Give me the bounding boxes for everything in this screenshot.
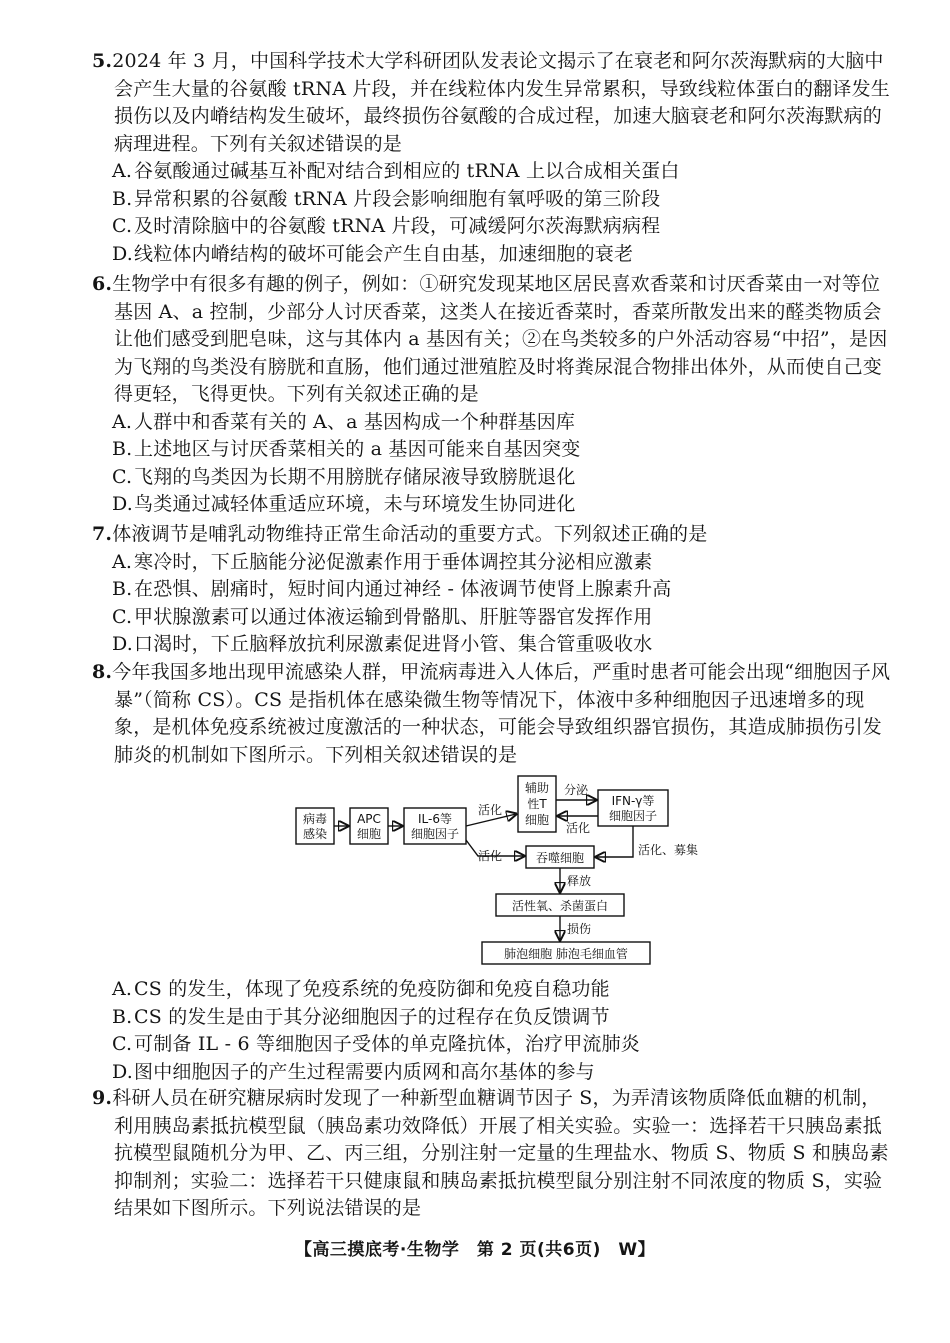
option-text: CS 的发生，体现了免疫系统的免疫防御和免疫自稳功能 xyxy=(134,978,610,1000)
option-text: 飞翔的鸟类因为长期不用膀胱存储尿液导致膀胱退化 xyxy=(134,465,576,488)
option-label: A. xyxy=(112,160,133,182)
option-label: D. xyxy=(112,242,133,265)
option-label: C. xyxy=(112,215,133,237)
question-8 xyxy=(92,659,892,769)
helper-t-label-3: 细胞 xyxy=(524,813,550,827)
option-c[interactable] xyxy=(92,464,892,492)
il6-label-2: 细胞因子 xyxy=(410,827,460,841)
activate-label-1: 活化 xyxy=(477,803,503,817)
question-number: 5. xyxy=(92,50,113,72)
lung-label: 肺泡细胞 肺泡毛细血管 xyxy=(504,947,628,961)
question-stem-text: 科研人员在研究糖尿病时发现了一种新型血糖调节因子 S，为弄清该物质降低血糖的机制，利用胰岛素抵抗模型鼠（胰岛素功效降低）开展了相关实验。实验一：选择若干只胰岛素抵抗模型鼠随机分为甲、乙、丙三组，分别注射一定量的生理盐水、物质 S、物质 S 和胰岛素抑制剂；实验二：选择若干只健康鼠和胰岛素抵抗模型鼠分别注射不同浓度的物质 S，实验结果如下图所示。下列说法错误的是 xyxy=(112,1087,889,1219)
option-d[interactable] xyxy=(92,241,892,269)
helper-t-label-2: 性T xyxy=(527,797,547,811)
option-text: 上述地区与讨厌香菜相关的 a 基因可能来自基因突变 xyxy=(134,438,581,460)
activate-recruit-label: 活化、募集 xyxy=(638,843,699,857)
ifn-label-2: 细胞因子 xyxy=(608,809,658,823)
option-label: D. xyxy=(112,1060,133,1083)
option-text: 异常积累的谷氨酸 tRNA 片段会影响细胞有氧呼吸的第三阶段 xyxy=(134,187,661,210)
option-label: C. xyxy=(112,1033,133,1055)
arrow-ifn-phagocyte xyxy=(596,826,633,857)
page-footer: 【高三摸底考·生物学 第 2 页(共6页) W】 xyxy=(294,1240,656,1260)
question-5-stem xyxy=(92,48,892,158)
question-stem-text: 今年我国多地出现甲流感染人群，甲流病毒进入人体后，严重时患者可能会出现“细胞因子风暴”（简称 CS）。CS 是指机体在感染微生物等情况下，体液中多种细胞因子迅速增多的现象，是机体免疫系统被过度激活的一种状态，可能会导致组织器官损伤，其造成肺损伤引发肺炎的机制如下图所示。下列相关叙述错误的是 xyxy=(112,661,891,766)
option-b[interactable] xyxy=(92,436,892,464)
option-text: 图中细胞因子的产生过程需要内质网和高尔基体的参与 xyxy=(134,1060,595,1083)
apc-label-2: 细胞 xyxy=(356,827,382,841)
activate-label-3: 活化 xyxy=(477,849,503,863)
activate-label-2: 活化 xyxy=(565,821,591,835)
option-text: 线粒体内嵴结构的破坏可能会产生自由基，加速细胞的衰老 xyxy=(134,242,634,265)
option-c[interactable] xyxy=(92,213,892,241)
option-d[interactable] xyxy=(92,491,892,519)
option-label: A. xyxy=(112,978,133,1000)
virus-label-2: 感染 xyxy=(302,827,328,841)
option-c[interactable] xyxy=(92,1031,892,1059)
question-number: 9. xyxy=(92,1087,113,1109)
option-label: B. xyxy=(112,438,133,460)
option-label: D. xyxy=(112,633,133,655)
release-label: 释放 xyxy=(567,874,592,888)
apc-label-1: APC xyxy=(357,812,381,826)
option-label: D. xyxy=(112,493,133,515)
option-a[interactable] xyxy=(92,158,892,186)
option-text: 寒冷时，下丘脑能分泌促激素作用于垂体调控其分泌相应激素 xyxy=(134,550,653,573)
question-9 xyxy=(92,1085,892,1223)
option-c[interactable] xyxy=(92,604,892,632)
cytokine-storm-diagram xyxy=(290,770,700,970)
option-label: A. xyxy=(112,550,133,573)
option-d[interactable] xyxy=(92,631,892,659)
option-text: 甲状腺激素可以通过体液运输到骨骼肌、肝脏等器官发挥作用 xyxy=(134,605,653,628)
option-a[interactable] xyxy=(92,549,892,577)
option-text: 人群中和香菜有关的 A、a 基因构成一个种群基因库 xyxy=(134,410,576,433)
question-number: 7. xyxy=(92,523,113,545)
question-7 xyxy=(92,521,892,659)
secrete-label: 分泌 xyxy=(563,783,589,797)
question-9-stem xyxy=(92,1085,892,1223)
question-5 xyxy=(92,48,892,268)
ifn-label-1: IFN-γ等 xyxy=(611,794,655,808)
option-label: C. xyxy=(112,605,133,628)
option-text: CS 的发生是由于其分泌细胞因子的过程存在负反馈调节 xyxy=(134,1005,610,1028)
option-text: 口渴时，下丘脑释放抗利尿激素促进肾小管、集合管重吸收水 xyxy=(134,633,653,655)
option-label: B. xyxy=(112,578,133,600)
option-text: 可制备 IL - 6 等细胞因子受体的单克隆抗体，治疗甲流肺炎 xyxy=(134,1033,640,1055)
question-7-stem xyxy=(92,521,892,549)
question-6-stem xyxy=(92,271,892,409)
question-number: 8. xyxy=(92,661,113,683)
option-text: 及时清除脑中的谷氨酸 tRNA 片段，可减缓阿尔茨海默病病程 xyxy=(134,215,661,237)
option-label: B. xyxy=(112,1005,133,1028)
question-number: 6. xyxy=(92,273,113,295)
il6-label-1: IL-6等 xyxy=(418,812,452,826)
question-stem-text: 体液调节是哺乳动物维持正常生命活动的重要方式。下列叙述正确的是 xyxy=(112,523,708,545)
option-text: 谷氨酸通过碱基互补配对结合到相应的 tRNA 上以合成相关蛋白 xyxy=(134,160,680,182)
phagocyte-label: 吞噬细胞 xyxy=(535,851,585,865)
question-stem-text: 2024 年 3 月，中国科学技术大学科研团队发表论文揭示了在衰老和阿尔茨海默病的大脑中会产生大量的谷氨酸 tRNA 片段，并在线粒体内发生异常累积，导致线粒体蛋白的翻译发生损伤以及内嵴结构发生破坏，最终损伤谷氨酸的合成过程，加速大脑衰老和阿尔茨海默病的病理进程。下列有关叙述错误的是 xyxy=(112,50,890,155)
option-b[interactable] xyxy=(92,186,892,214)
option-a[interactable] xyxy=(92,409,892,437)
option-b[interactable] xyxy=(92,576,892,604)
option-b[interactable] xyxy=(92,1004,892,1032)
question-8-stem xyxy=(92,659,892,769)
helper-t-label-1: 辅助 xyxy=(524,781,550,795)
option-a[interactable] xyxy=(92,976,892,1004)
option-text: 鸟类通过减轻体重适应环境，未与环境发生协同进化 xyxy=(134,493,576,515)
ros-label: 活性氧、杀菌蛋白 xyxy=(511,899,609,913)
virus-label-1: 病毒 xyxy=(302,812,328,826)
damage-label: 损伤 xyxy=(567,922,592,936)
option-text: 在恐惧、剧痛时，短时间内通过神经 - 体液调节使肾上腺素升高 xyxy=(134,578,672,600)
option-label: A. xyxy=(112,410,133,433)
option-label: B. xyxy=(112,187,133,210)
option-d[interactable] xyxy=(92,1059,892,1087)
question-stem-text: 生物学中有很多有趣的例子，例如：①研究发现某地区居民喜欢香菜和讨厌香菜由一对等位基因 A、a 控制，少部分人讨厌香菜，这类人在接近香菜时，香菜所散发出来的醛类物质会让他们感受到肥皂味，这与其体内 a 基因有关；②在鸟类较多的户外活动容易“中招”，是因为飞翔的鸟类没有膀胱和直肠，他们通过泄殖腔及时将粪尿混合物排出体外，从而使自己变得更轻，飞得更快。下列有关叙述正确的是 xyxy=(112,273,888,405)
question-6 xyxy=(92,271,892,519)
question-8-options xyxy=(92,976,892,1086)
option-label: C. xyxy=(112,465,133,488)
